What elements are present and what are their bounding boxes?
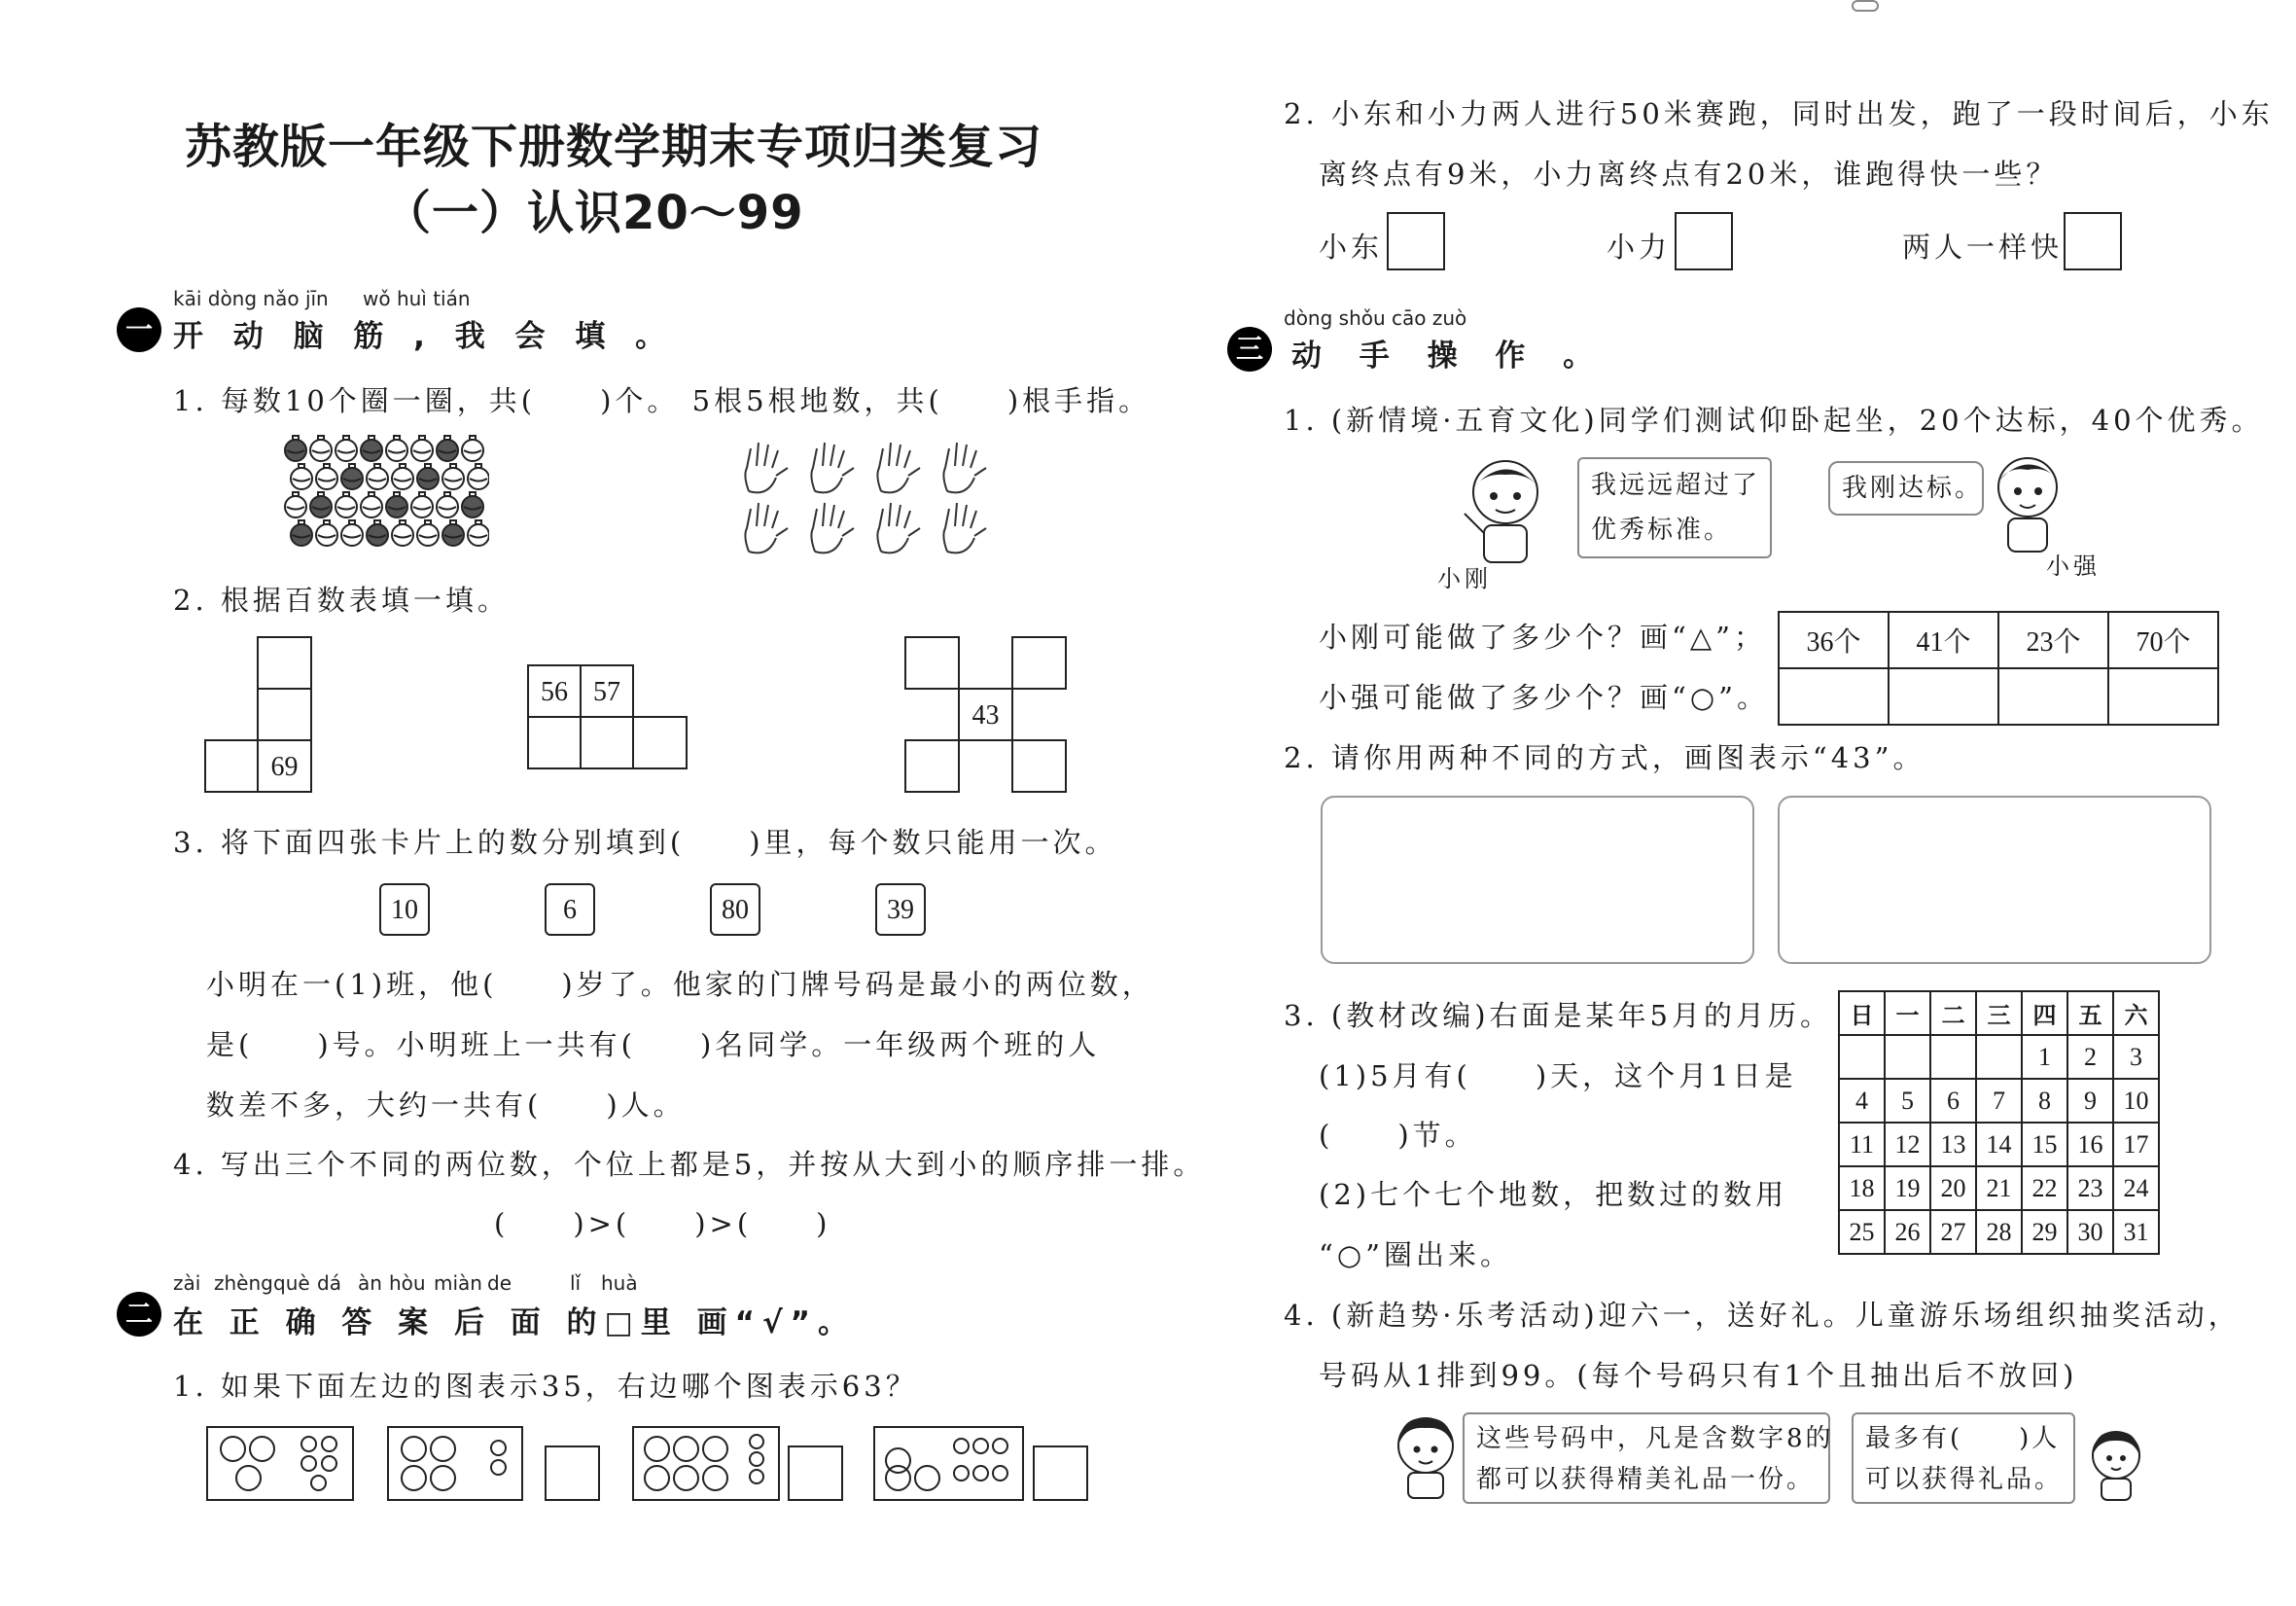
day-cell[interactable]: 5: [1885, 1079, 1930, 1123]
bubble-line: 最多有( )人: [1865, 1424, 2061, 1453]
grid-c-cell: [904, 739, 960, 793]
bubble-line: 优秀标准。: [1591, 516, 1733, 545]
day-cell[interactable]: 6: [1930, 1079, 1976, 1123]
section2-pinyin: zhèng: [214, 1271, 273, 1295]
day-cell[interactable]: 26: [1885, 1210, 1930, 1254]
count-option: 36个: [1779, 612, 1889, 668]
answer-checkbox-b[interactable]: [788, 1445, 843, 1501]
mark-cell[interactable]: [1889, 668, 1998, 725]
section2-pinyin: dá: [317, 1271, 341, 1295]
grid-b-cell-value: 56: [527, 664, 582, 718]
option-label-same: 两人一样快: [1902, 231, 2064, 264]
ornament-balls-image: [280, 433, 489, 554]
day-cell[interactable]: 7: [1976, 1079, 2022, 1123]
speech-bubble-prize-rule: [1463, 1412, 1834, 1504]
day-cell[interactable]: 10: [2113, 1079, 2159, 1123]
day-cell[interactable]: 1: [2022, 1035, 2067, 1079]
day-cell[interactable]: 22: [2022, 1166, 2067, 1210]
day-cell[interactable]: 24: [2113, 1166, 2159, 1210]
s2-question-1: 1. 如果下面左边的图表示35，右边哪个图表示63？: [173, 1370, 918, 1403]
calendar-week-row: [1839, 1035, 2159, 1079]
reference-figure: [206, 1426, 354, 1501]
grid-a-cell-value: 69: [257, 739, 312, 793]
grid-c-cell-value: 43: [958, 688, 1013, 741]
s3-question-4-line1: 4. (新趋势·乐考活动)迎六一，送好礼。儿童游乐场组织抽奖活动，: [1284, 1299, 2241, 1332]
mark-cell[interactable]: [1779, 668, 1889, 725]
weekday-cell: 六: [2113, 991, 2159, 1035]
s1-q3-line1: 小明在一(1)班，他( )岁了。他家的门牌号码是最小的两位数，: [206, 968, 1154, 1001]
section1-badge: 一: [117, 307, 161, 352]
day-cell[interactable]: 29: [2022, 1210, 2067, 1254]
day-cell[interactable]: 9: [2067, 1079, 2113, 1123]
answer-checkbox-same[interactable]: [2064, 212, 2122, 270]
r-question-2-line1: 2. 小东和小力两人进行50米赛跑，同时出发，跑了一段时间后，小东: [1284, 97, 2274, 130]
s1-question-3: 3. 将下面四张卡片上的数分别填到( )里，每个数只能用一次。: [173, 826, 1117, 859]
number-card: 80: [710, 883, 760, 936]
weekday-cell: 四: [2022, 991, 2067, 1035]
number-card: 39: [875, 883, 926, 936]
s1-question-1: 1. 每数10个圈一圈，共( )个。 5根5根地数，共( )根手指。: [173, 384, 1151, 417]
count-option: 70个: [2108, 612, 2218, 668]
s3-q1-line-b: 小强可能做了多少个？画“○”。: [1319, 681, 1769, 714]
s3-q1-line-a: 小刚可能做了多少个？画“△”；: [1319, 621, 1766, 654]
option-label-xiaoli: 小力: [1607, 231, 1672, 264]
s3-q3-a2: ( )节。: [1319, 1119, 1477, 1152]
r-question-2-line2: 离终点有9米，小力离终点有20米，谁跑得快一些？: [1319, 158, 2059, 191]
name-xiaogang: 小刚: [1437, 565, 1492, 592]
answer-checkbox-xiaodong[interactable]: [1387, 212, 1445, 270]
option-figure-a: [387, 1426, 523, 1501]
grid-a-cell: [257, 688, 312, 741]
grid-b-cell: [527, 716, 582, 769]
drawing-area-2[interactable]: [1778, 796, 2211, 964]
section2-heading: 在 正 确 答 案 后 面 的□里 画“√”。: [173, 1305, 857, 1340]
section3-pinyin: dòng shǒu cāo zuò: [1284, 306, 1467, 330]
section2-pinyin: què: [273, 1271, 310, 1295]
calendar-week-row: [1839, 1210, 2159, 1254]
weekday-cell: 二: [1930, 991, 1976, 1035]
s3-q3-a1: (1)5月有( )天，这个月1日是: [1319, 1059, 1797, 1092]
name-xiaoqiang: 小强: [2046, 553, 2101, 580]
day-cell[interactable]: 16: [2067, 1123, 2113, 1166]
day-cell[interactable]: [1976, 1035, 2022, 1079]
weekday-cell: 一: [1885, 991, 1930, 1035]
s3-question-2: 2. 请你用两种不同的方式，画图表示“43”。: [1284, 741, 1925, 774]
number-card: 6: [545, 883, 595, 936]
mark-cell[interactable]: [2108, 668, 2218, 725]
calendar-header-row: [1839, 991, 2159, 1035]
day-cell[interactable]: 19: [1885, 1166, 1930, 1210]
day-cell[interactable]: 12: [1885, 1123, 1930, 1166]
s1-question-2: 2. 根据百数表填一填。: [173, 584, 510, 617]
option-figure-c: [873, 1426, 1024, 1501]
day-cell[interactable]: 15: [2022, 1123, 2067, 1166]
section2-pinyin: de: [487, 1271, 512, 1295]
section2-pinyin: miàn: [434, 1271, 482, 1295]
day-cell[interactable]: 13: [1930, 1123, 1976, 1166]
calendar-week-row: [1839, 1166, 2159, 1210]
day-cell[interactable]: 18: [1839, 1166, 1885, 1210]
section3-badge: 三: [1227, 327, 1272, 372]
s3-q3-b1: (2)七个七个地数，把数过的数用: [1319, 1178, 1788, 1211]
drawing-area-1[interactable]: [1321, 796, 1754, 964]
day-cell[interactable]: 20: [1930, 1166, 1976, 1210]
weekday-cell: 五: [2067, 991, 2113, 1035]
day-cell[interactable]: 25: [1839, 1210, 1885, 1254]
count-options-table: [1778, 611, 2219, 726]
grid-c-cell: [904, 636, 960, 690]
calendar-week-row: [1839, 1123, 2159, 1166]
speech-bubble-answer: [1852, 1412, 2075, 1504]
girl-illustration-right: [2085, 1426, 2147, 1504]
section3-heading: 动 手 操 作 。: [1291, 339, 1607, 374]
day-cell[interactable]: 27: [1930, 1210, 1976, 1254]
grid-b-cell: [632, 716, 688, 769]
speech-bubble-answer-spacer: [1852, 0, 1879, 12]
section2-pinyin: hòu: [389, 1271, 426, 1295]
section1-pinyin-b: wǒ huì tián: [363, 287, 471, 310]
grid-b-cell-value: 57: [580, 664, 634, 718]
option-figure-b: [632, 1426, 780, 1501]
grid-a-cell: [257, 636, 312, 690]
number-card: 10: [379, 883, 430, 936]
day-cell[interactable]: 17: [2113, 1123, 2159, 1166]
section2-pinyin: huà: [601, 1271, 638, 1295]
day-cell[interactable]: 31: [2113, 1210, 2159, 1254]
weekday-cell: 三: [1976, 991, 2022, 1035]
day-cell[interactable]: 30: [2067, 1210, 2113, 1254]
bubble-line: 这些号码中，凡是含数字8的: [1476, 1424, 1834, 1453]
day-cell[interactable]: [1885, 1035, 1930, 1079]
day-cell[interactable]: 3: [2113, 1035, 2159, 1079]
page-title: 苏教版一年级下册数学期末专项归类复习: [185, 120, 1043, 174]
section2-pinyin: zài: [173, 1271, 201, 1295]
answer-checkbox-xiaoli[interactable]: [1675, 212, 1733, 270]
bubble-line: 可以获得礼品。: [1865, 1465, 2064, 1494]
boy-xiaogang-illustration: [1457, 455, 1554, 572]
grid-c-cell: [1011, 636, 1067, 690]
bubble-line: 我远远超过了: [1591, 471, 1761, 500]
s3-question-3: 3. (教材改编)右面是某年5月的月历。: [1284, 999, 1832, 1032]
answer-checkbox-c[interactable]: [1033, 1445, 1088, 1501]
speech-bubble-xiaogang: [1577, 457, 1772, 558]
s1-q4-blanks: ( )>( )>( ): [494, 1207, 831, 1240]
option-label-xiaodong: 小东: [1319, 231, 1384, 264]
day-cell[interactable]: [1930, 1035, 1976, 1079]
grid-a-cell: [204, 739, 259, 793]
s1-question-4: 4. 写出三个不同的两位数，个位上都是5，并按从大到小的顺序排一排。: [173, 1148, 1206, 1181]
day-cell[interactable]: 23: [2067, 1166, 2113, 1210]
day-cell[interactable]: 8: [2022, 1079, 2067, 1123]
day-cell[interactable]: 21: [1976, 1166, 2022, 1210]
section1-heading: 开 动 脑 筋 , 我 会 填 。: [173, 319, 676, 354]
grid-b-cell: [580, 716, 634, 769]
day-cell[interactable]: 14: [1976, 1123, 2022, 1166]
girl-illustration-left: [1389, 1412, 1463, 1500]
section2-pinyin: àn: [358, 1271, 382, 1295]
day-cell[interactable]: 28: [1976, 1210, 2022, 1254]
section2-badge: 二: [117, 1292, 161, 1337]
s1-q3-line2: 是( )号。小明班上一共有( )名同学。一年级两个班的人: [206, 1028, 1101, 1061]
count-option: 23个: [1998, 612, 2108, 668]
s1-q3-line3: 数差不多，大约一共有( )人。: [206, 1089, 686, 1122]
s3-q3-b2: “○”圈出来。: [1319, 1238, 1512, 1271]
speech-bubble-xiaoqiang: 我刚达标。: [1828, 461, 1984, 516]
s3-question-1: 1. (新情境·五育文化)同学们测试仰卧起坐，20个达标，40个优秀。: [1284, 404, 2264, 437]
grid-c-cell: [1011, 739, 1067, 793]
day-cell[interactable]: [1839, 1035, 1885, 1079]
calendar-week-row: [1839, 1079, 2159, 1123]
day-cell[interactable]: 4: [1839, 1079, 1885, 1123]
bubble-line: 都可以获得精美礼品一份。: [1476, 1465, 1816, 1494]
mark-cell[interactable]: [1998, 668, 2108, 725]
hands-image: [729, 433, 997, 554]
count-option: 41个: [1889, 612, 1998, 668]
answer-checkbox-a[interactable]: [545, 1445, 600, 1501]
s3-question-4-line2: 号码从1排到99。(每个号码只有1个且抽出后不放回): [1319, 1359, 2078, 1392]
day-cell[interactable]: 2: [2067, 1035, 2113, 1079]
day-cell[interactable]: 11: [1839, 1123, 1885, 1166]
section1-pinyin-a: kāi dòng nǎo jīn: [173, 287, 329, 310]
weekday-cell: 日: [1839, 991, 1885, 1035]
page-subtitle: （一）认识20～99: [384, 186, 804, 240]
section2-pinyin: lǐ: [570, 1271, 582, 1295]
may-calendar: [1838, 990, 2160, 1255]
